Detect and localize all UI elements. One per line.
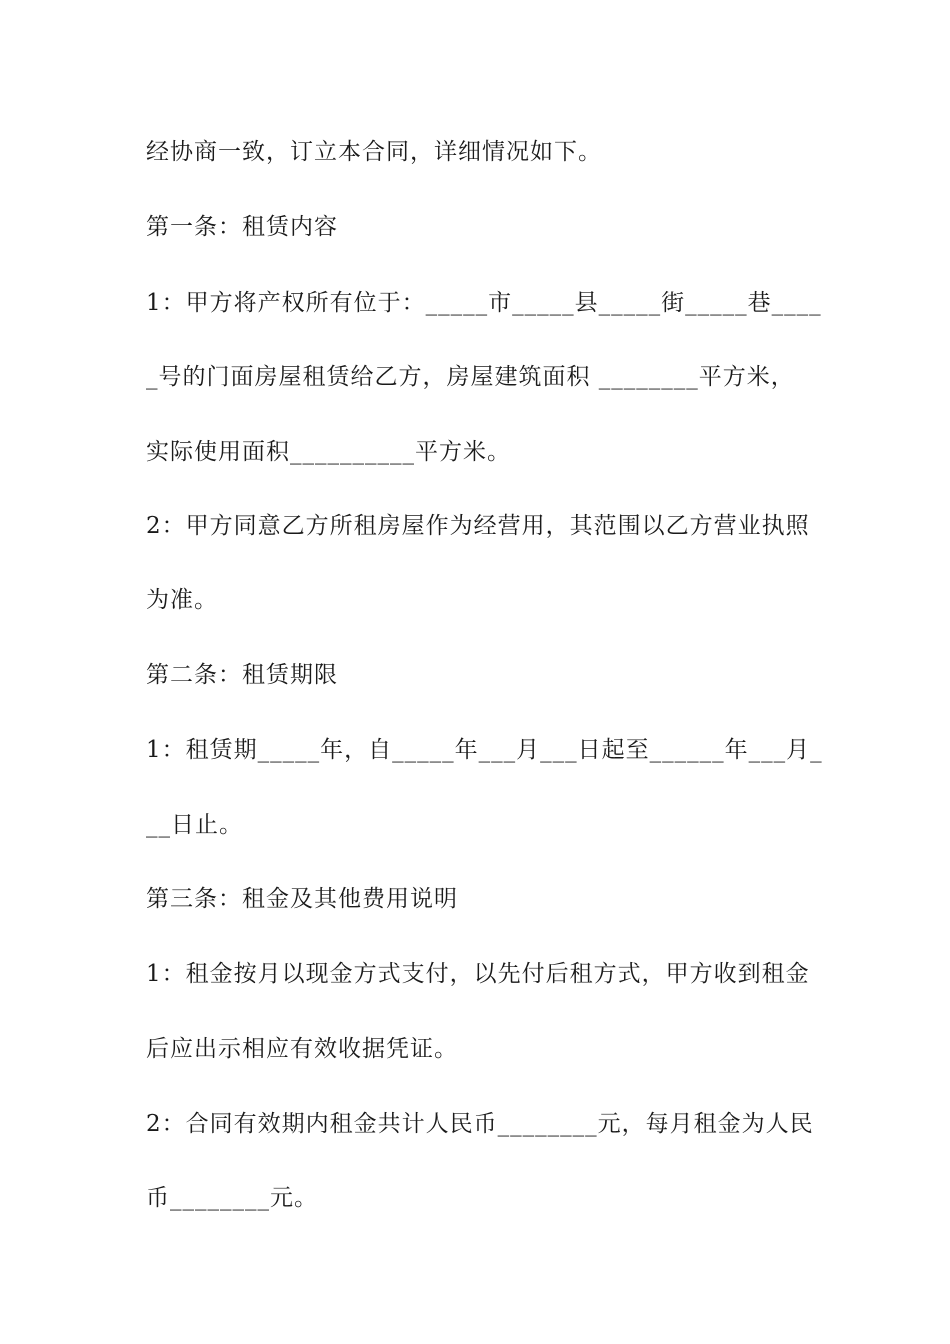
article-1-clause-1-line-1: 1：甲方将产权所有位于：_____市_____县_____街_____巷____ <box>146 290 822 316</box>
intro-line: 经协商一致，订立本合同，详细情况如下。 <box>146 139 602 165</box>
article-1-clause-2-line-1: 2：甲方同意乙方所租房屋作为经营用，其范围以乙方营业执照 <box>146 513 810 539</box>
article-3-heading: 第三条：租金及其他费用说明 <box>146 886 458 912</box>
article-1-clause-1-line-3: 实际使用面积__________平方米。 <box>146 439 511 465</box>
article-3-clause-1-line-2: 后应出示相应有效收据凭证。 <box>146 1036 458 1062</box>
article-1-clause-1-line-2: _号的门面房屋租赁给乙方，房屋建筑面积 ________平方米， <box>146 364 795 390</box>
article-3-clause-1-line-1: 1：租金按月以现金方式支付，以先付后租方式，甲方收到租金 <box>146 961 810 987</box>
article-1-clause-2-line-2: 为准。 <box>146 587 218 613</box>
article-3-clause-2-line-2: 币________元。 <box>146 1185 318 1211</box>
article-2-clause-1-line-1: 1：租赁期_____年，自_____年___月___日起至______年___月_ <box>146 737 823 763</box>
article-2-heading: 第二条：租赁期限 <box>146 662 338 688</box>
article-1-heading: 第一条：租赁内容 <box>146 214 338 240</box>
article-2-clause-1-line-2: __日止。 <box>146 812 243 838</box>
article-3-clause-2-line-1: 2：合同有效期内租金共计人民币________元，每月租金为人民 <box>146 1111 814 1137</box>
